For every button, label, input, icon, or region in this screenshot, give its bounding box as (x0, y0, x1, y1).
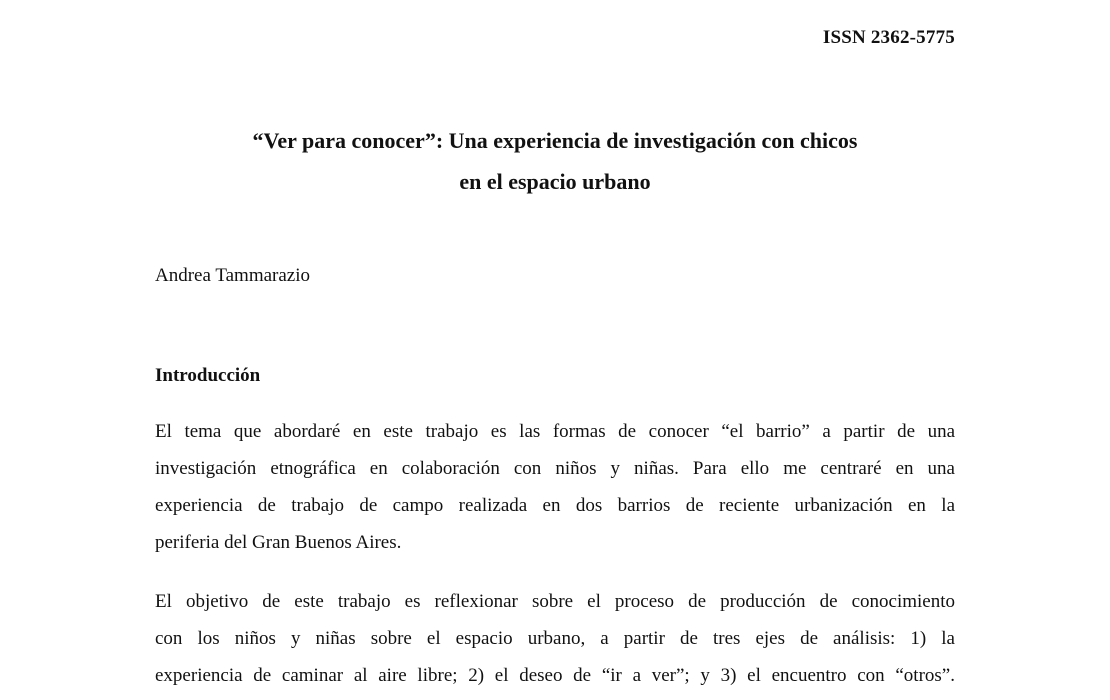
paragraph-line: El tema que abordaré en este trabajo es las formas de conocer “el barrio” a partir de una (155, 421, 955, 442)
paper-title-line: en el espacio urbano (459, 169, 651, 194)
paragraph-line: experiencia de caminar al aire libre; 2) el deseo de “ir a ver”; y 3) el encuentro con “otros”. (155, 665, 955, 686)
body-paragraph (155, 583, 955, 694)
paper-title (155, 120, 955, 202)
author-name: Andrea Tammarazio (155, 265, 310, 286)
issn-label: ISSN 2362-5775 (822, 27, 955, 48)
paragraph-line: El objetivo de este trabajo es reflexionar sobre el proceso de producción de conocimiento (155, 591, 955, 612)
body-paragraph (155, 413, 955, 561)
paragraph-line: experiencia de trabajo de campo realizada en dos barrios de reciente urbanización en la (155, 495, 955, 516)
section-heading: Introducción (155, 365, 261, 386)
paragraph-line: periferia del Gran Buenos Aires. (155, 532, 402, 553)
paragraph-line: investigación etnográfica en colaboración con niños y niñas. Para ello me centraré en una (155, 458, 955, 479)
paper-title-line: “Ver para conocer”: Una experiencia de investigación con chicos (252, 128, 858, 153)
paragraph-line: con los niños y niñas sobre el espacio urbano, a partir de tres ejes de análisis: 1) la (155, 628, 955, 649)
